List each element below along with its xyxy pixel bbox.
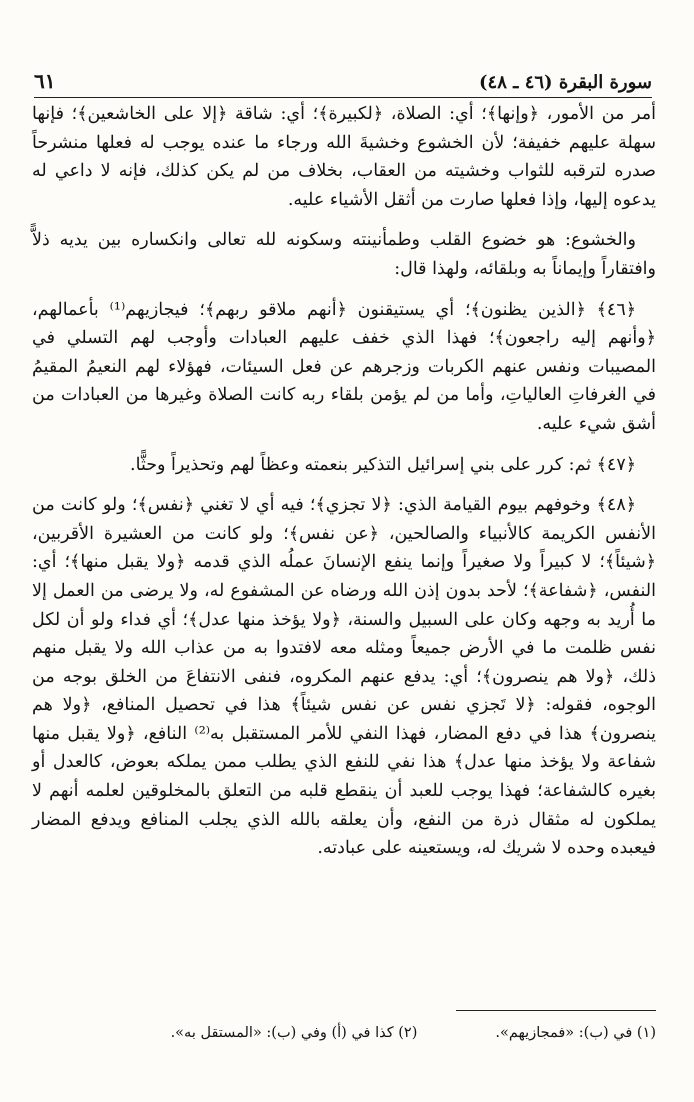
footnote-divider <box>456 1010 656 1011</box>
paragraph: ﴿٤٦﴾ ﴿الذين يظنون﴾؛ أي يستيقنون ﴿أنهم ملاقو ربهم﴾؛ فيجازيهم⁽¹⁾ بأعمالهم، ﴿وأنهم إليه راجعون﴾؛ فهذا الذي خفف عليهم العبادات وأوجب لهم التسلي في المصيبات ونفس عنهم الكربات وزجرهم عن فعل السيئات، فهؤلاء لهم النعيمُ المقيمُ في الغرفاتِ العالياتِ، وأما من لم يؤمن بلقاء ربه كانت الصلاة وغيرها من العبادات من أشق شيء عليه. <box>32 299 656 434</box>
footnote-2: (٢) كذا في (أ) وفي (ب): «المستقل به». <box>170 1025 418 1041</box>
page-number: ٦١ <box>34 69 56 93</box>
tafsir-text <box>32 100 656 875</box>
paragraph: ﴿٤٨﴾ وخوفهم بيوم القيامة الذي: ﴿لا تجزي﴾؛ فيه أي لا تغني ﴿نفس﴾؛ ولو كانت من الأنفس الكريمة كالأنبياء والصالحين، ﴿عن نفس﴾؛ ولو كانت من العشيرة الأقربين، ﴿شيئاً﴾؛ لا كبيراً ولا صغيراً وإنما ينفع الإنسانَ عملُه الذي قدمه ﴿ولا يقبل منها﴾؛ أي: النفس، ﴿شفاعة﴾؛ لأحد بدون إذن الله ورضاه عن المشفوع له، ولا يرضى من العمل إلا ما أُريد به وجهه وكان على السبيل والسنة، ﴿ولا يؤخذ منها عدل﴾؛ أي فداء ولو أن لكل نفس ظلمت ما في الأرض جميعاً ومثله معه لافتدوا به من عذاب الله ولا يقبل منهم ذلك، ﴿ولا هم ينصرون﴾؛ أي: يدفع عنهم المكروه، فنفى الانتفاعَ من الخلق بوجه من الوجوه، فقوله: ﴿لا تَجزي نفس عن نفس شيئاً﴾ هذا في تحصيل المنافع، ﴿ولا هم ينصرون﴾ هذا في دفع المضار، فهذا النفي للأمر المستقبل به⁽²⁾ النافع، ﴿ولا يقبل منها شفاعة ولا يؤخذ منها عدل﴾ هذا نفي للنفع الذي يطلب ممن يملكه بعوض، كالعدل أو بغيره كالشفاعة؛ فهذا يوجب للعبد أن ينقطع قلبه من التعلق بالمخلوقين لعلمه أنهم لا يملكون له مثقال ذرة من النفع، وأن يعلقه بالله الذي يجلب المنافع ويدفع المضار فيعبده وحده لا شريك له، ويستعينه على عبادته. <box>32 495 657 859</box>
paragraph: والخشوع: هو خضوع القلب وطمأنينته وسكونه لله تعالى وانكساره بين يديه ذلاًّ وافتقاراً وإيماناً به وبلقائه، ولهذا قال: <box>32 230 656 279</box>
footnote-row <box>32 1025 656 1041</box>
footnotes <box>32 1010 656 1041</box>
surah-title: سورة البقرة (٤٦ ـ ٤٨) <box>479 72 652 93</box>
footnote-1: (١) في (ب): «فمجازيهم». <box>495 1025 656 1041</box>
paragraph: ﴿٤٧﴾ ثم: كرر على بني إسرائيل التذكير بنعمته وعظاً لهم وتحذيراً وحثًّا. <box>130 454 636 475</box>
paragraph: أمر من الأمور، ﴿وإنها﴾؛ أي: الصلاة، ﴿لكبيرة﴾؛ أي: شاقة ﴿إلا على الخاشعين﴾؛ فإنها سهلة عليهم خفيفة؛ لأن الخشوع وخشيةَ الله ورجاء ما عنده يوجب له فعلها منشرحاً صدره لترقبه للثواب وخشيته من العقاب، بخلاف من لم يكن كذلك، فإنه لا داعي له يدعوه إليها، وإذا فعلها صارت من أثقل الأشياء عليه. <box>32 104 656 210</box>
page-header <box>34 60 652 98</box>
